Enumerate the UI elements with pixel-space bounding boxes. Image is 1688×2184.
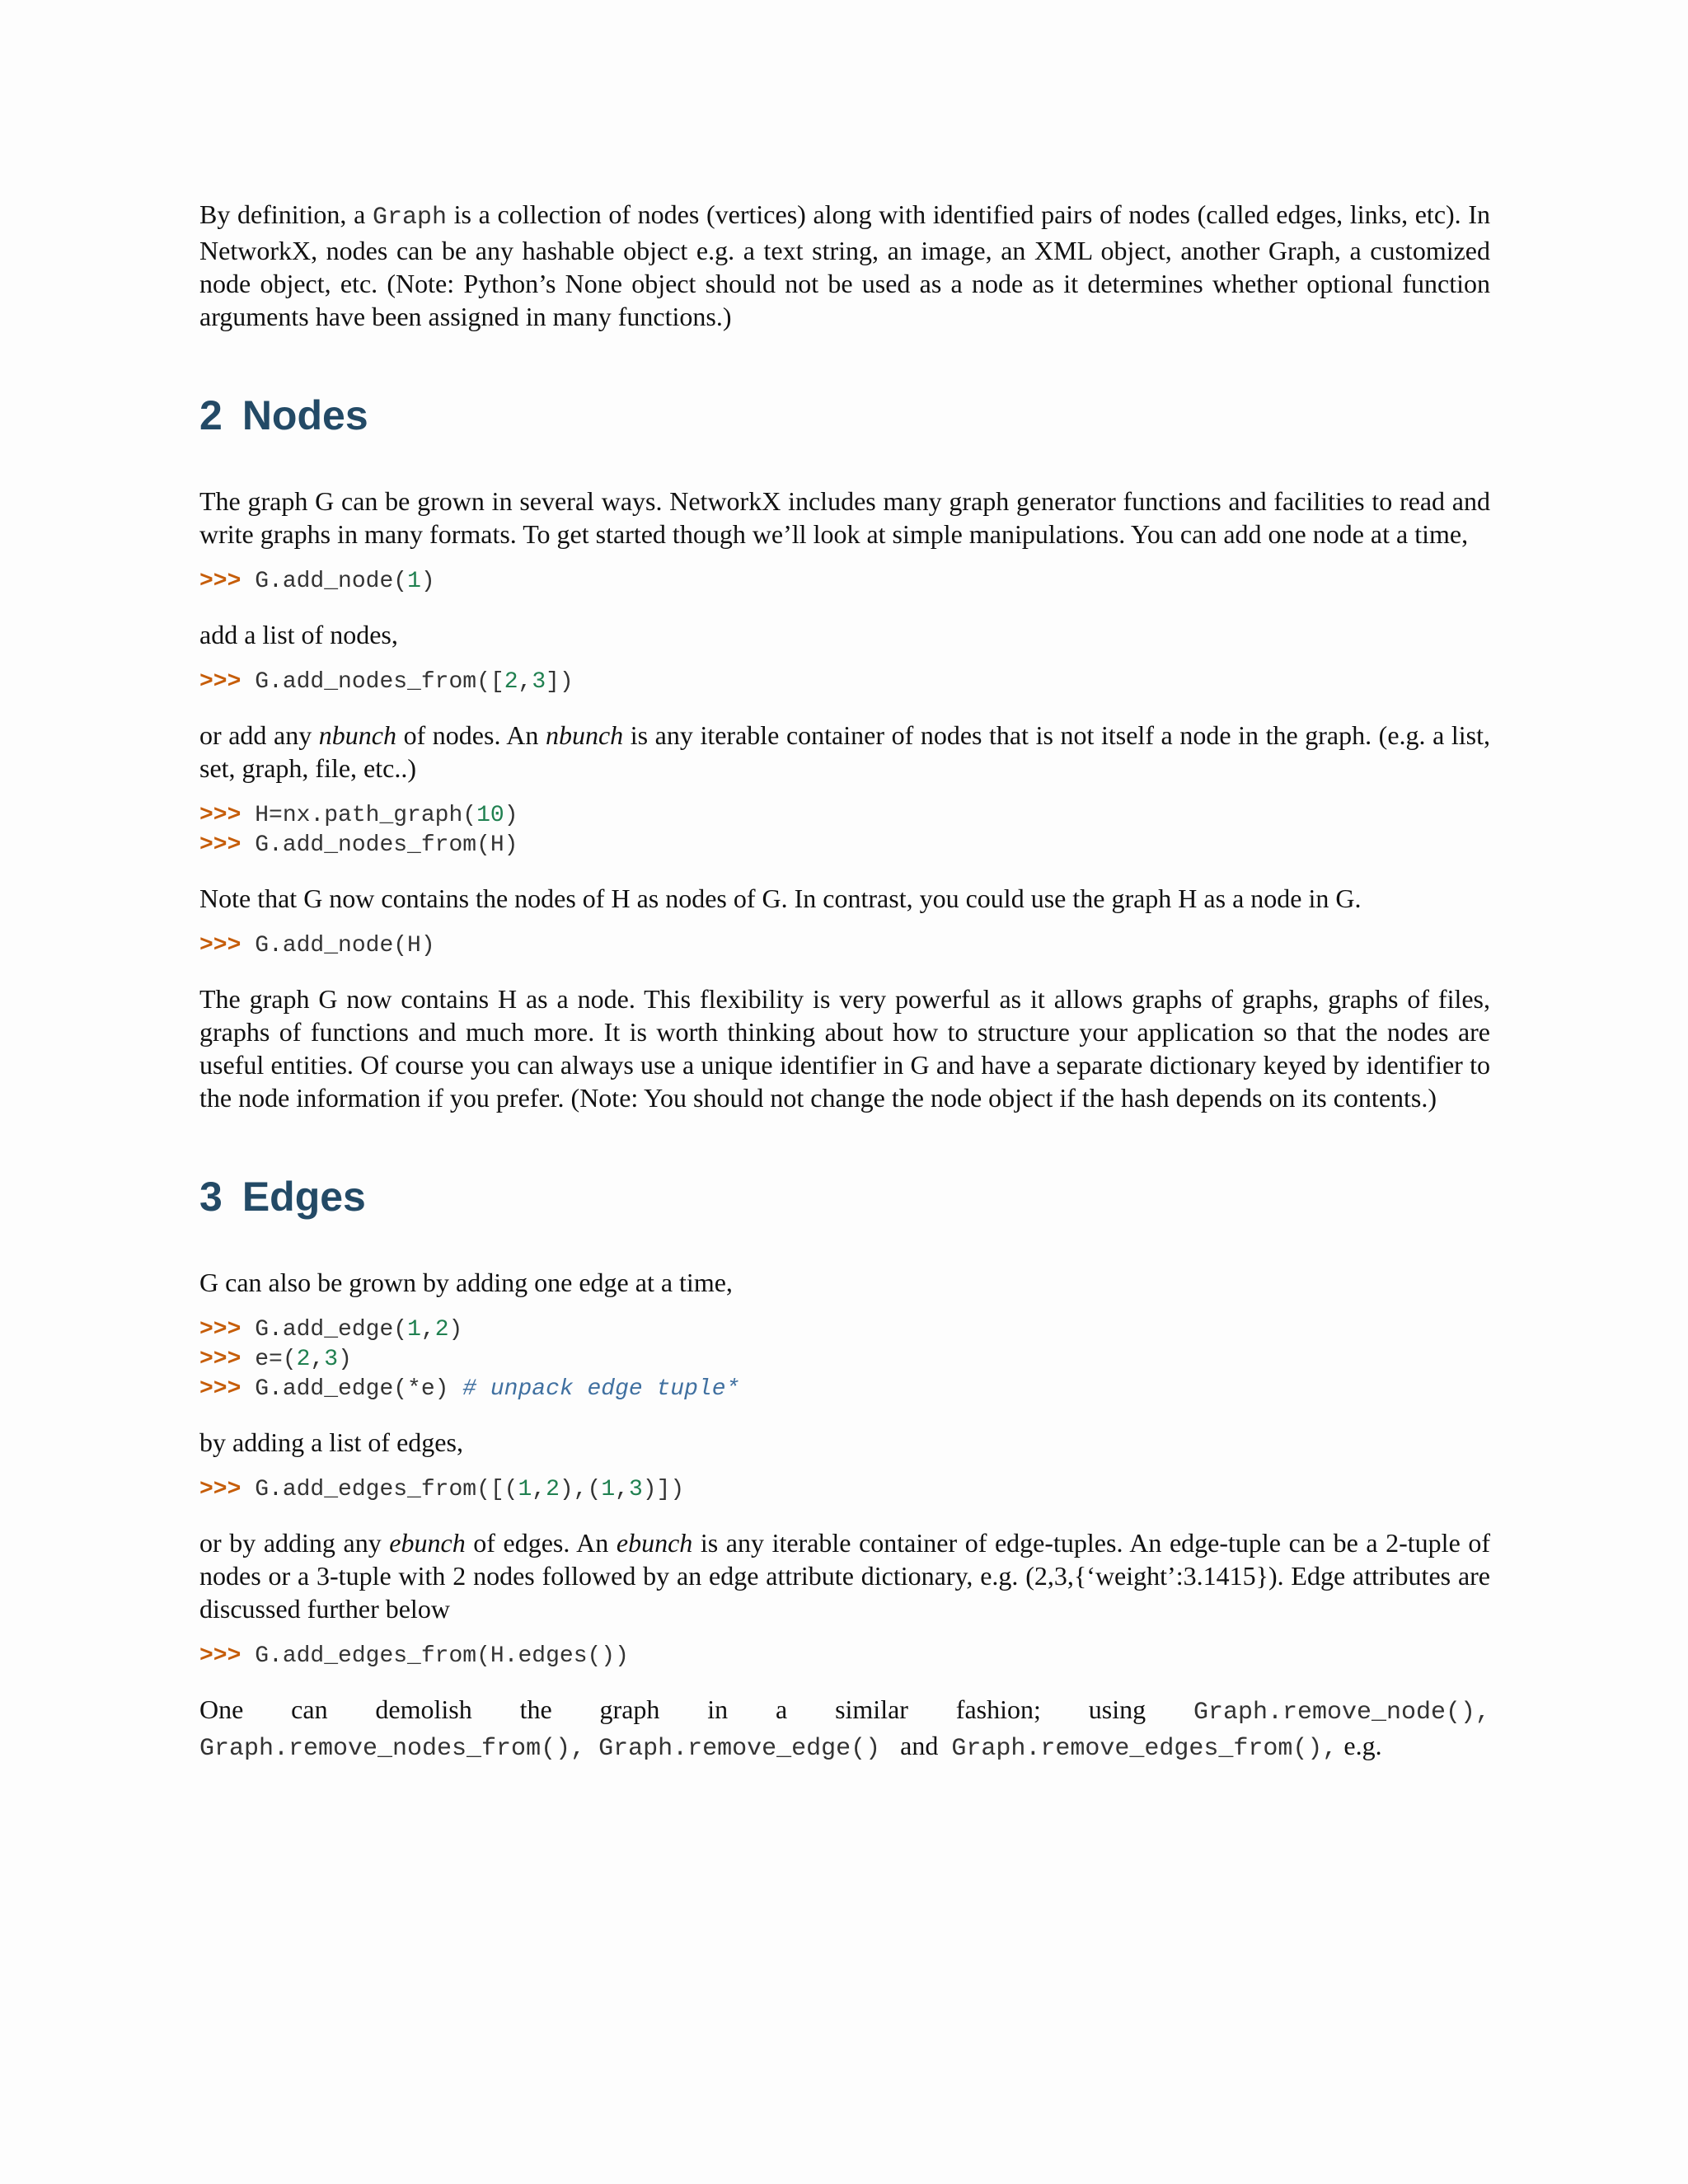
code-number: 3 (532, 669, 546, 695)
code-comment: # unpack edge tuple* (462, 1376, 740, 1402)
text-run: or add any (199, 720, 319, 750)
code-text: ) (420, 569, 435, 594)
code-text: , (420, 1317, 435, 1343)
text-run: e.g. (1343, 1731, 1382, 1760)
code-text: G.add_nodes_from([ (241, 669, 504, 695)
code-number: 1 (518, 1477, 532, 1502)
text-run: and (893, 1731, 945, 1760)
text-run: is any iterable container of edge-tuples. An edge-tuple can be a 2-tuple of nodes or a 3-tuple with 2 nodes followed by an edge attribute dictionary, e.g. (2,3,{‘weight’:3.1415}). Edge attributes are discussed further below (199, 1528, 1491, 1624)
code-add-edge (199, 1315, 1490, 1404)
section-number: 2 (199, 392, 223, 438)
section-heading-edges (199, 1172, 1490, 1221)
code-text: ) (504, 803, 518, 828)
code-prompt: >>> (199, 1317, 241, 1343)
code-prompt: >>> (199, 1477, 241, 1502)
nodes-paragraph-4: Note that G now contains the nodes of H as nodes of G. In contrast, you could use the graph H as a node in G. (199, 883, 1362, 913)
intro-paragraph (199, 198, 1490, 333)
code-text: G.add_edge( (241, 1317, 408, 1343)
code-number: 1 (407, 1317, 421, 1343)
code-path-graph (199, 801, 1490, 860)
code-number: 2 (504, 669, 518, 695)
nodes-paragraph-2: add a list of nodes, (199, 620, 398, 649)
code-prompt: >>> (199, 832, 241, 858)
text-run: or by adding any (199, 1528, 390, 1558)
emphasis-nbunch: nbunch (318, 720, 396, 750)
code-text: ]) (546, 669, 574, 695)
code-prompt: >>> (199, 1376, 241, 1402)
code-prompt: >>> (199, 933, 241, 958)
text-run: of edges. An (465, 1528, 617, 1558)
code-add-node (199, 567, 1490, 597)
section-heading-nodes (199, 391, 1490, 440)
code-text: G.add_node( (241, 569, 408, 594)
section-title: Nodes (241, 392, 368, 438)
code-text: G.add_edges_from([( (241, 1477, 518, 1502)
code-text: , (518, 669, 532, 695)
code-number: 2 (296, 1347, 311, 1372)
graph-inline-code: Graph (372, 204, 447, 232)
code-number: 2 (546, 1477, 560, 1502)
nodes-paragraph-1: The graph G can be grown in several ways. NetworkX includes many graph generator functions and facilities to read and write graphs in many formats. To get started though we’ll look at simple manipulations. You can add one node at a time, (199, 486, 1490, 549)
code-text: , (310, 1347, 325, 1372)
code-text: ) (338, 1347, 352, 1372)
code-add-edges-from-h (199, 1642, 1490, 1671)
code-text: G.add_edge(*e) (241, 1376, 463, 1402)
code-prompt: >>> (199, 803, 241, 828)
code-text: , (615, 1477, 629, 1502)
remove-nodes-from-inline-code: Graph.remove_nodes_from(), (199, 1735, 586, 1763)
code-text: G.add_node(H) (241, 933, 435, 958)
remove-node-inline-code: Graph.remove_node(), (1193, 1699, 1490, 1727)
nodes-paragraph-3 (199, 719, 1490, 785)
code-prompt: >>> (199, 569, 241, 594)
document-page (199, 198, 1490, 1765)
edges-paragraph-4 (199, 1693, 1490, 1765)
code-text: , (532, 1477, 546, 1502)
remove-edges-from-inline-code: Graph.remove_edges_from(), (951, 1735, 1338, 1763)
code-text: )]) (642, 1477, 685, 1502)
code-add-node-h (199, 931, 1490, 961)
code-text: ) (448, 1317, 463, 1343)
text-run: One can demolish the graph in a similar fashion; using (199, 1694, 1193, 1724)
code-add-nodes-from (199, 668, 1490, 697)
edges-paragraph-3 (199, 1526, 1490, 1625)
code-add-edges-from (199, 1475, 1490, 1505)
code-number: 1 (601, 1477, 616, 1502)
nodes-paragraph-5: The graph G now contains H as a node. This flexibility is very powerful as it allows graphs of graphs, graphs of files, graphs of functions and much more. It is worth thinking about how to structure your application so that the nodes are useful entities. Of course you can always use a unique identifier in G and have a separate dictionary keyed by identifier to the node information if you prefer. (Note: You should not change the node object if the hash depends on its contents.) (199, 984, 1490, 1113)
code-prompt: >>> (199, 669, 241, 695)
code-text: ),( (559, 1477, 602, 1502)
edges-paragraph-2: by adding a list of edges, (199, 1427, 463, 1457)
code-prompt: >>> (199, 1347, 241, 1372)
code-text: e=( (241, 1347, 297, 1372)
emphasis-nbunch: nbunch (545, 720, 624, 750)
code-text: G.add_edges_from(H.edges()) (241, 1643, 629, 1669)
edges-paragraph-1: G can also be grown by adding one edge at a time, (199, 1268, 733, 1297)
code-number: 10 (476, 803, 504, 828)
intro-text-b: is a collection of nodes (vertices) along with identified pairs of nodes (called edges, links, etc). In NetworkX, nodes can be any hashable object e.g. a text string, an image, an XML object, another Graph, a customized node object, etc. (Note: Python’s None object should not be used as a node as it determines whether optional function arguments have been assigned in many functions.) (199, 199, 1491, 331)
emphasis-ebunch: ebunch (616, 1528, 693, 1558)
remove-edge-inline-code: Graph.remove_edge() (598, 1735, 881, 1763)
code-number: 1 (407, 569, 421, 594)
code-text: G.add_nodes_from(H) (241, 832, 518, 858)
code-number: 3 (628, 1477, 643, 1502)
section-title: Edges (241, 1174, 366, 1220)
code-prompt: >>> (199, 1643, 241, 1669)
code-number: 2 (434, 1317, 449, 1343)
code-number: 3 (324, 1347, 339, 1372)
section-number: 3 (199, 1174, 223, 1220)
intro-text-a: By definition, a (199, 199, 373, 229)
text-run: of nodes. An (396, 720, 546, 750)
emphasis-ebunch: ebunch (389, 1528, 466, 1558)
text-run: is any iterable container of nodes that is not itself a node in the graph. (e.g. a list, set, graph, file, etc..) (199, 720, 1491, 783)
code-text: H=nx.path_graph( (241, 803, 477, 828)
